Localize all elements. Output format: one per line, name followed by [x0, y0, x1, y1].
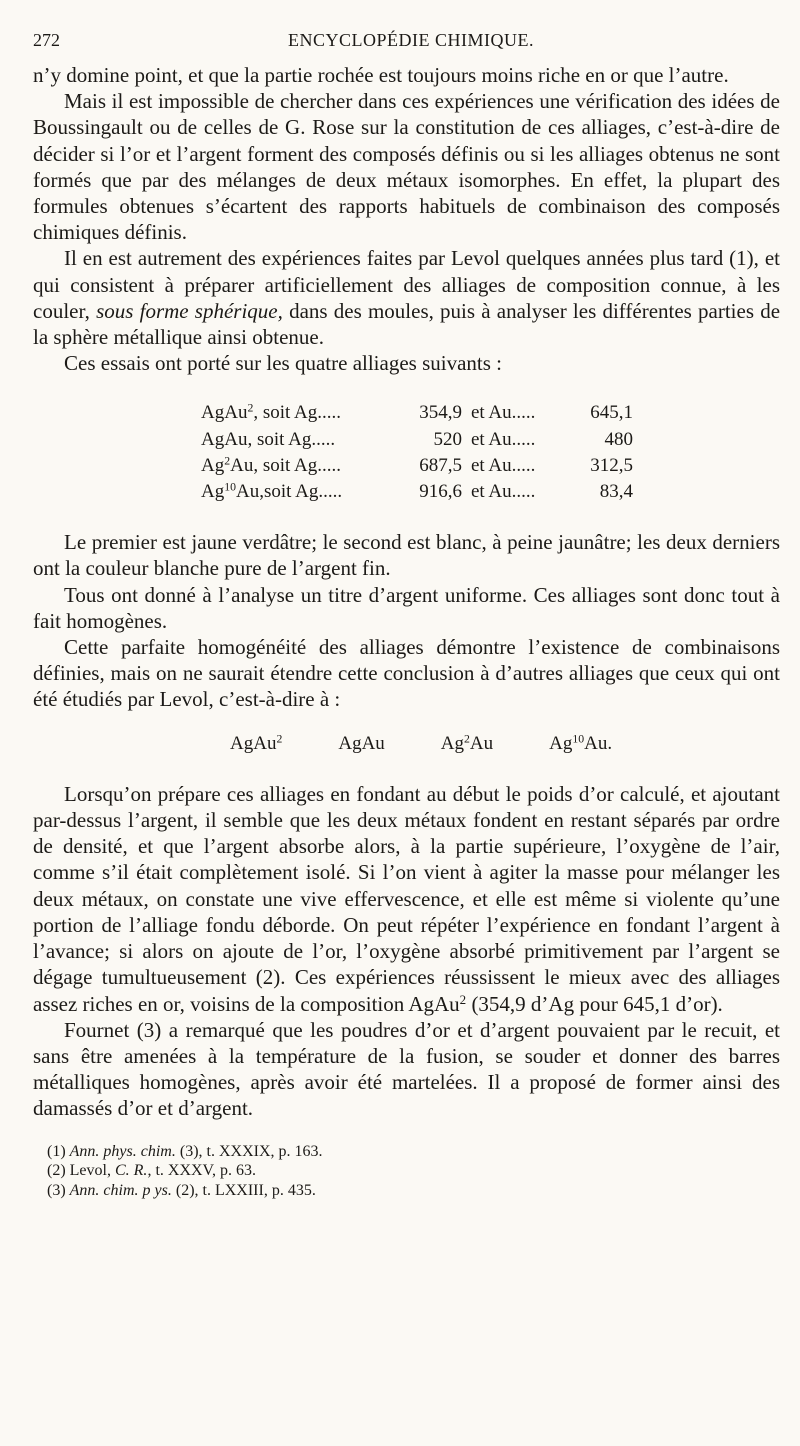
formula: AgAu$^2$ [230, 732, 283, 754]
formula: AgAu [338, 732, 385, 754]
gold-label: et Au..... [471, 402, 536, 424]
gold-label: et Au..... [471, 428, 536, 450]
footnotes [33, 1142, 780, 1201]
alloy-composition-table [201, 400, 633, 505]
formula: Ag$^{10}$Au. [549, 732, 613, 754]
paragraph: Tous ont donné à l’analyse un titre d’argent uniforme. Ces alliages sont donc tout à fait homogènes. [33, 582, 780, 633]
table-row [201, 427, 633, 453]
gold-value: 645,1 [590, 402, 633, 424]
body-text [33, 62, 780, 1122]
table-row [201, 453, 633, 479]
gold-label: et Au..... [471, 454, 536, 476]
page-header [33, 30, 780, 62]
gold-value: 312,5 [590, 454, 633, 476]
paragraph-text: dans des moules, puis à analyser les différentes parties de la sphère métallique ainsi obtenue. [33, 298, 781, 350]
silver-value: 687,5 [419, 454, 462, 476]
silver-value: 520 [433, 428, 462, 450]
gold-value: 83,4 [599, 481, 633, 503]
paragraph: Cette parfaite homogénéité des alliages démontre l’existence de combinaisons définies, mais on ne saurait étendre cette conclusion à d’autres alliages que ceux qui ont été étudiés par Levol, c’est-à-dire à : [33, 635, 780, 712]
table-row [201, 479, 633, 505]
paragraph: n’y domine point, et que la partie rochée est toujours moins riche en or que l’autre. [33, 63, 729, 87]
silver-value: 916,6 [419, 481, 462, 503]
paragraph: Ces essais ont porté sur les quatre alliages suivants : [64, 351, 502, 376]
alloy-formula: Ag$^2$Au, soit Ag..... [201, 454, 341, 476]
alloy-formula-list [230, 731, 780, 757]
alloy-formula: AgAu$^2$, soit Ag..... [201, 401, 341, 424]
formula: Ag$^2$Au [440, 732, 494, 754]
gold-label: et Au..... [471, 481, 536, 503]
footnote: (2) Levol, C. R., t. XXXV, p. 63. [47, 1162, 257, 1180]
italic-phrase: sous forme sphérique, [96, 298, 283, 323]
table-row [201, 400, 633, 426]
gold-value: 480 [604, 428, 633, 450]
paragraph: Mais il est impossible de chercher dans ces expériences une vérification des idées de Boussingault ou de celles de G. Rose sur la constitution de ces alliages, c’est-à-dire de décider si l’or et l’argent forment des composés définis ou si les alliages obtenus ne sont formés que par des mélanges de deux métaux isomorphes. En effet, la plupart des formules obtenues s’écartent des rapports habituels de combinaison des composés chimiques définis. [33, 89, 780, 245]
paragraph: Fournet (3) a remarqué que les poudres d’or et d’argent pouvaient par le recuit, et sans être amenées à la température de la fusion, se souder et donner des barres métalliques homogènes, après avoir été martelées. Il a proposé de former ainsi des damassés d’or et d’argent. [33, 1017, 780, 1121]
silver-value: 354,9 [419, 402, 462, 424]
paragraph-text: Il en est autrement des expériences faites par Levol quelques années plus tard (1), et qui consistent à préparer artificiellement des alliages de composition connue, à les couler, [33, 246, 780, 323]
footnote: (3) Ann. chim. p ys. (2), t. LXXIII, p. 435. [47, 1181, 316, 1199]
alloy-formula: Ag$^{10}$Au,soit Ag..... [201, 480, 343, 503]
alloy-formula: AgAu, soit Ag..... [201, 428, 336, 450]
page-number: 272 [33, 30, 60, 50]
paragraph: Lorsqu’on prépare ces alliages en fondant au début le poids d’or calculé, et ajoutant par-dessus l’argent, il semble que les deux métaux fondent en restant séparés par ordre de densité, et que l’argent absorbe alors, à la partie supérieure, l’oxygène de l’air, comme s’il était complètement isolé. Si l’on vient à agiter la masse pour mélanger les deux métaux, on constate une vive effervescence, et elle est même si violente qu’une portion de l’alliage fondu déborde. On peut répéter l’expérience en fondant l’argent à l’avance; si alors on ajoute de l’or, l’oxygène absorbé primitivement par l’argent se dégage tumultueusement (2). Ces expériences réussissent le mieux avec des alliages assez riches en or, voisins de la composition AgAu$^2$ (354,9 d’Ag pour 645,1 d’or). [33, 781, 780, 1016]
paragraph [33, 245, 780, 350]
footnote: (1) Ann. phys. chim. (3), t. XXXIX, p. 163. [47, 1142, 323, 1160]
running-title: ENCYCLOPÉDIE CHIMIQUE. [288, 30, 534, 50]
paragraph: Le premier est jaune verdâtre; le second est blanc, à peine jaunâtre; les deux derniers ont la couleur blanche pure de l’argent fin. [33, 530, 780, 581]
